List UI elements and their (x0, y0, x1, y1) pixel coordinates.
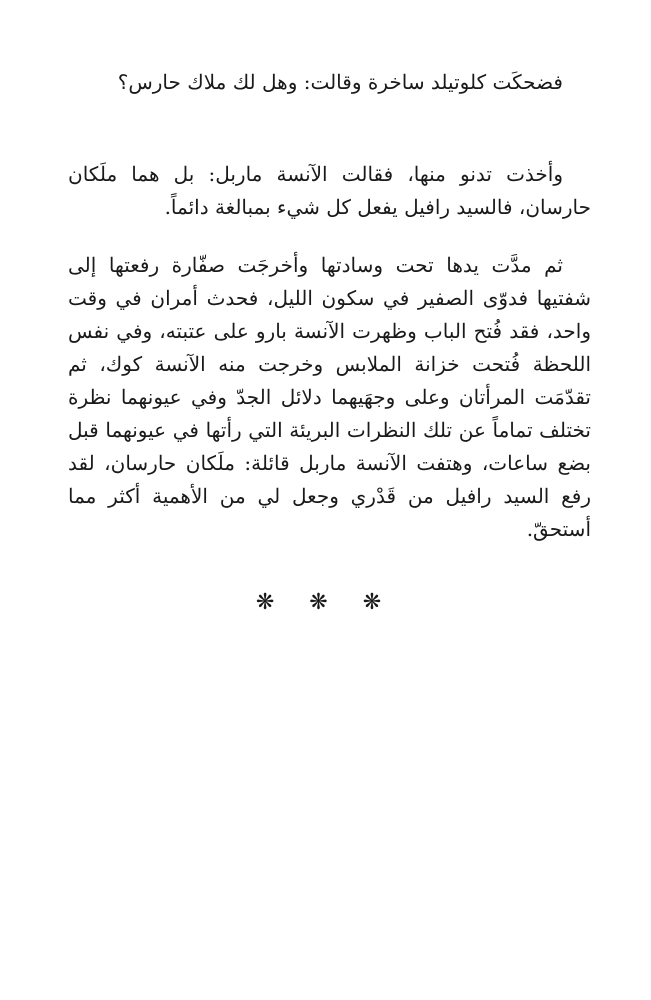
paragraph-1: فضحكَت كلوتيلد ساخرة وقالت: وهل لك ملاك حارس؟ (117, 70, 563, 94)
paragraph-1-block (68, 66, 591, 99)
paragraph-3: ثم مدَّت يدها تحت وسادتها وأخرجَت صفّارة رفعتها إلى شفتيها فدوّى الصفير في سكون الليل، فحدث أمران في وقت واحد، فقد فُتح الباب وظهرت الآنسة بارو على عتبته، وفي نفس اللحظة فُتحت خزانة الملابس وخرجت منه الآنسة كوك، ثم تقدّمَت المرأتان وعلى وجهَيهما دلائل الجدّ وفي عيونهما نظرة تختلف تماماً عن تلك النظرات البريئة التي رأتها في عيونهما قبل بضع ساعات، وهتفت الآنسة ماربل قائلة: ملَكان حارسان، لقد رفع السيد رافيل من قَدْري وجعل لي من الأهمية أكثر مما أستحقّ. (68, 253, 591, 541)
paragraph-2: وأخذت تدنو منها، فقالت الآنسة ماربل: بل هما ملَكان حارسان، فالسيد رافيل يفعل كل شيء بمبالغة دائماً. (68, 162, 591, 219)
paragraph-2-block (68, 158, 591, 224)
section-separator: ❋ ❋ ❋ (255, 590, 396, 615)
paragraph-3-block (68, 249, 591, 546)
